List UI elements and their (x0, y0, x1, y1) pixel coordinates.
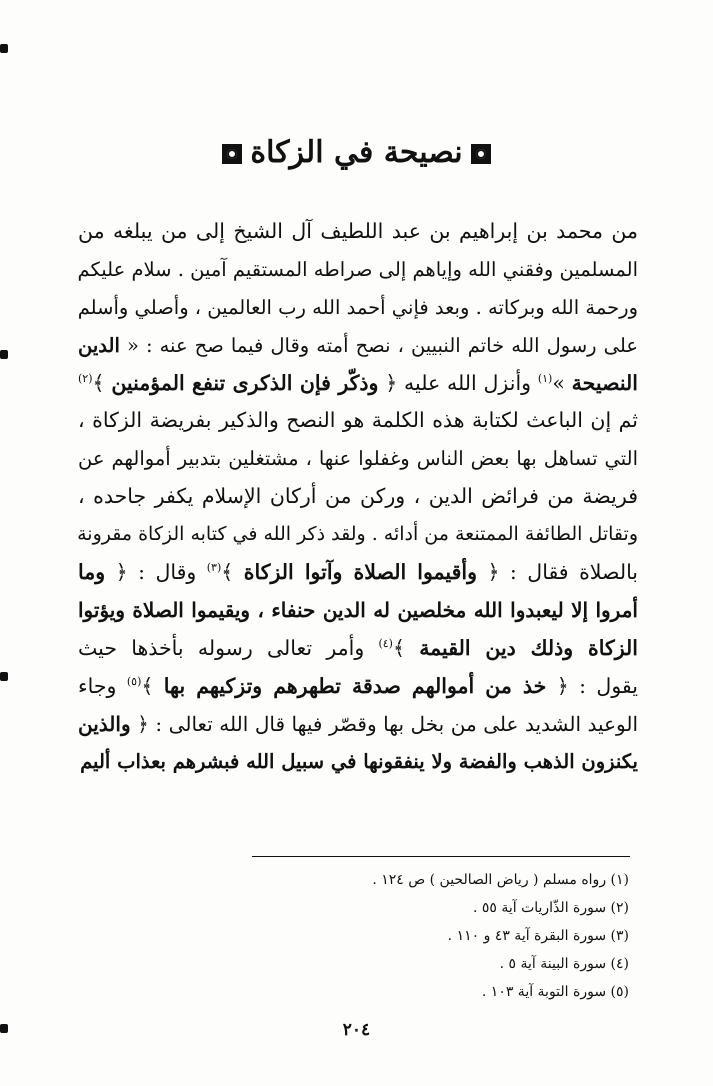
text-run: التي تساهل بها بعض الناس وغفلوا عنها ، مشتغلين بتدبير أموالهم عن (78, 447, 638, 471)
text-run: المسلمين وفقني الله وإياهم إلى صراطه المستقيم آمين . سلام عليكم (77, 257, 638, 281)
text-run: من محمد بن إبراهيم بن عبد اللطيف آل الشيخ إلى من يبلغه من (78, 219, 638, 243)
footnote: (٥) سورة التوبة آية ١٠٣ . (481, 984, 629, 1000)
footnote: (٣) سورة البقرة آية ٤٣ و ١١٠ . (447, 928, 629, 944)
text-run: وجاء (78, 673, 127, 698)
text-run: الوعيد الشديد على من بخل بها وقصّر فيها قال الله تعالى : ﴿ (130, 711, 638, 736)
text-run: وأنزل الله عليه ﴿ (378, 370, 538, 395)
quoted-text: الدين (78, 333, 120, 357)
text-run: وقال : ﴿ (105, 560, 207, 585)
page-title (0, 128, 713, 178)
text-line (78, 592, 638, 630)
text-run: ورحمة الله وبركاته . وبعد فإني أحمد الله رب العالمين ، وأصلي وأسلم (77, 295, 638, 319)
ornament-icon (222, 144, 242, 164)
footnote-reference: (٤) (378, 636, 393, 650)
text-line (78, 327, 638, 365)
text-line (78, 289, 638, 327)
text-run: ﴾ (221, 560, 244, 585)
text-run: يقول : ﴿ (546, 673, 638, 698)
scan-edge-mark (0, 44, 8, 53)
footnote-divider (252, 856, 630, 857)
footnote: (٢) سورة الذّاريات آية ٥٥ . (472, 900, 629, 916)
text-line (78, 440, 638, 478)
text-run: فريضة من فرائض الدين ، وركن من أركان الإسلام يكفر جاحده ، (78, 484, 638, 509)
text-run: بالصلاة فقال : ﴿ (477, 560, 639, 585)
quoted-text: وأقيموا الصلاة وآتوا الزكاة (243, 560, 477, 585)
footnotes (249, 866, 629, 1006)
quoted-text: وما (78, 560, 106, 585)
quoted-text: أمروا إلا ليعبدوا الله مخلصين له الدين حنفاء ، ويقيموا الصلاة ويؤتوا (78, 597, 638, 622)
body-text (78, 213, 638, 781)
scan-edge-mark (0, 350, 8, 359)
footnote: (٤) سورة البينة آية ٥ . (499, 956, 629, 972)
text-line (78, 213, 638, 251)
title-text: نصيحة في الزكاة (250, 135, 463, 170)
quoted-text: يكنزون الذهب والفضة ولا ينفقونها في سبيل الله فبشرهم بعذاب أليم (80, 750, 638, 774)
text-line (78, 554, 638, 592)
text-line (78, 630, 638, 668)
footnote-reference: (٥) (126, 674, 142, 688)
text-run: وأمر تعالى رسوله بأخذها حيث (78, 635, 379, 660)
text-line (78, 668, 638, 706)
text-line (78, 516, 638, 554)
scan-edge-mark (0, 672, 8, 681)
text-line (78, 743, 638, 781)
text-line (78, 365, 638, 403)
text-run: ﴾ (392, 635, 420, 660)
footnote-reference: (٢) (78, 371, 93, 385)
text-run: » (552, 370, 572, 395)
text-line (78, 402, 638, 440)
footnote: (١) رواه مسلم ( رياض الصالحين ) ص ١٢٤ . (372, 872, 629, 888)
text-run: وتقاتل الطائفة الممتنعة من أدائه . ولقد ذكر الله في كتابه الزكاة مقرونة (77, 523, 638, 546)
quoted-text: الزكاة وذلك دين القيمة (419, 635, 639, 660)
quoted-text: النصيحة (571, 370, 638, 395)
quoted-text: وذكّر فإن الذكرى تنفع المؤمنين (111, 370, 379, 395)
text-run: ثم إن الباعث لكتابة هذه الكلمة هو النصح والذكير بفريضة الزكاة ، (78, 408, 638, 433)
text-line (78, 706, 638, 744)
text-line (78, 251, 638, 289)
text-line (78, 478, 638, 516)
text-run: ﴾ (92, 370, 112, 395)
footnote-reference: (١) (537, 371, 553, 385)
page-number: ٢٠٤ (342, 1020, 371, 1040)
footnote-reference: (٣) (206, 561, 222, 575)
quoted-text: والذين (78, 711, 131, 736)
text-run: ﴾ (141, 673, 164, 698)
quoted-text: خذ من أموالهم صدقة تطهرهم وتزكيهم بها (163, 673, 547, 698)
ornament-icon (471, 144, 491, 164)
text-run: على رسول الله خاتم النبيين ، نصح أمته وقال فيما صح عنه : « (119, 333, 638, 357)
